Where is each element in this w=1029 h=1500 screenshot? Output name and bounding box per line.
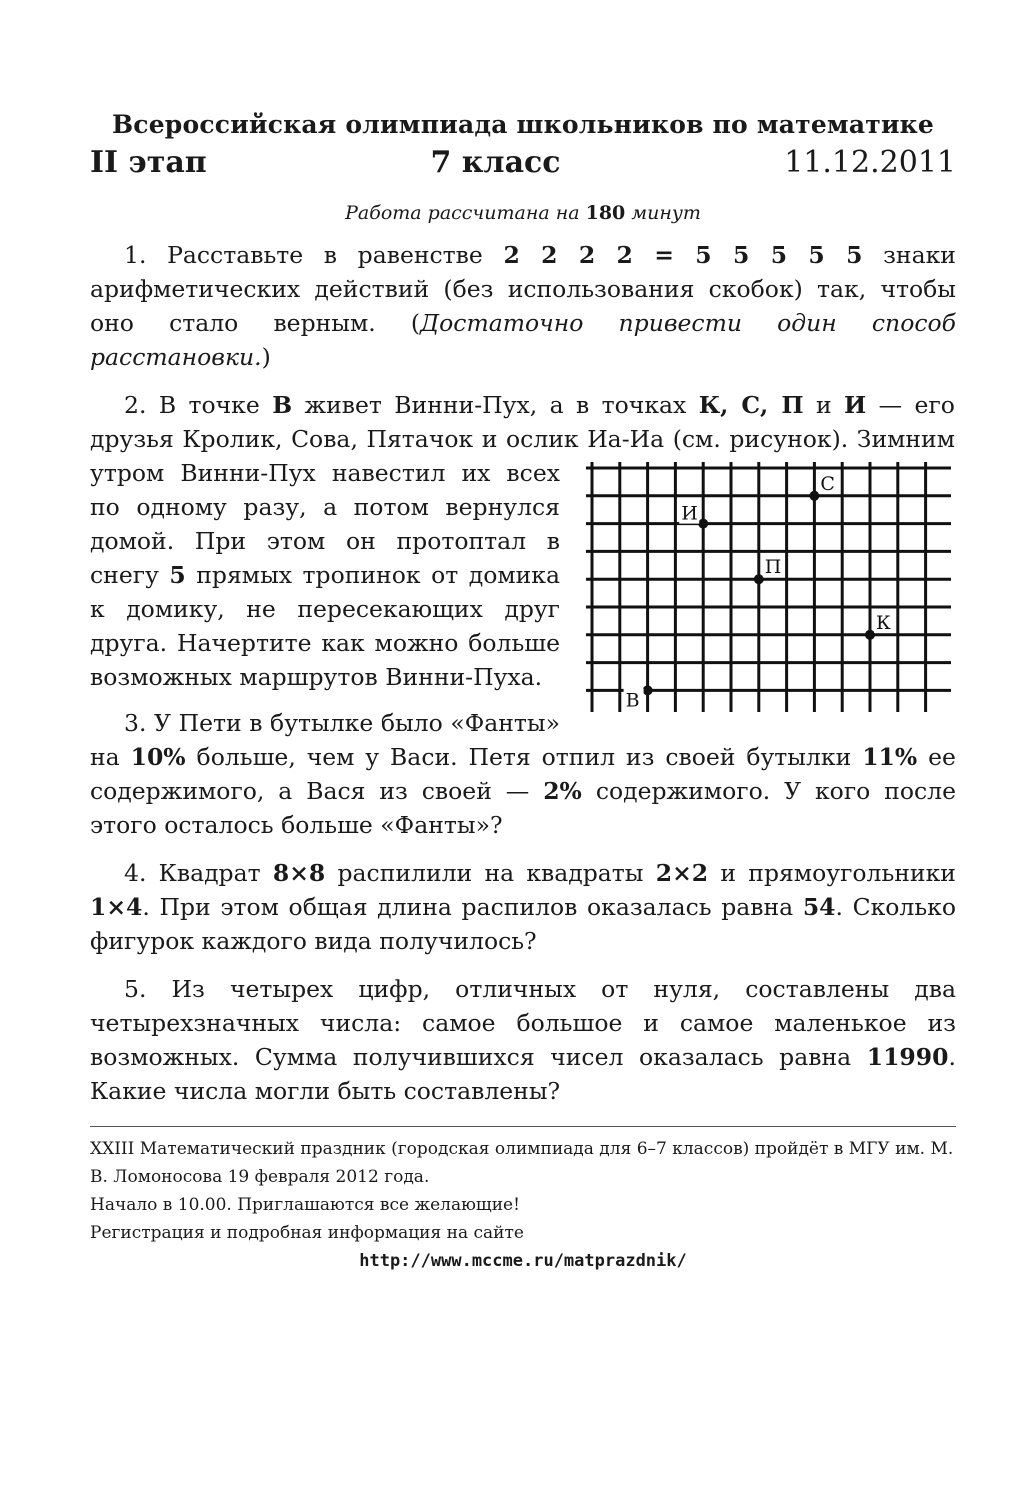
date-label: 11.12.2011 [784,145,956,180]
grid-label-s: С [820,472,835,495]
grid-label-k: К [876,611,891,634]
problem-4: 4. Квадрат 8×8 распилили на квадраты 2×2 и прямоугольники 1×4. При этом общая длина распилов оказалась равна 54. Сколько фигурок каждого вида получилось? [90,859,956,955]
grade-label: 7 класс [430,145,561,180]
stage-label: II этап [90,145,207,180]
grid-label-i: И [681,502,698,525]
page-title: Всероссийская олимпиада школьников по математике [111,110,935,139]
header-row [90,145,956,180]
grid-point-v [643,685,653,695]
page [90,110,956,1275]
problem-1-note: Достаточно привести один способ расстановки. [90,309,956,371]
duration-note: Работа рассчитана на 180 минут [345,202,701,224]
grid-label-v: В [625,689,640,712]
footer-url-link[interactable]: http://www.mccme.ru/matprazdnik/ [359,1251,687,1271]
duration-minutes: 180 [585,202,626,224]
footer-line-2: Начало в 10.00. Приглашаются все желающие! [90,1195,520,1215]
footer-line-3: Регистрация и подробная информация на сайте [90,1223,524,1243]
grid-label-p: П [764,556,782,579]
figure-spacer [955,388,956,456]
problem-2-intro: И С П К В 2. В точке В живет Винни-Пух, а в точках К, С, П и И — его друзья Кролик, Сова, Пятачок и ослик Иа-Иа (см. рисунок). Зимним утром Винни-Пух навестил их всех по одному разу, а потом вернулся домой. При этом он протоптал в снегу 5 прямых тропинок от домика к домику, не пересекающих друг друга. Начертите как можно больше возможных маршрутов Винни-Пуха. [90,388,956,694]
problem-1: 1. Расставьте в равенстве 2 2 2 2 = 5 5 5 5 5 знаки арифметических действий (без использования скобок) так, чтобы оно стало верным. (Достаточно привести один способ расстановки.) [90,241,956,371]
problem-5: 5. Из четырех цифр, отличных от нуля, составлены два четырехзначных числа: самое большое и самое маленькое из возможных. Сумма получившихся чисел оказалась равна 11990. Какие числа могли быть составлены? [90,975,956,1105]
footer-announcement [90,1126,956,1275]
problem-3: 3. У Пети в бутылке было «Фанты» на 10% больше, чем у Васи. Петя отпил из своей бутылки 11% ее содержимого, а Вася из своей — 2% содержимого. У кого после этого осталось больше «Фанты»? [90,709,956,839]
map-grid-figure [586,462,956,727]
grid-point-i [698,519,708,529]
grid-point-p [754,574,764,584]
footer-line-1: XXIII Математический праздник (городская олимпиада для 6–7 классов) пройдёт в МГУ им. М. В. Ломоносова 19 февраля 2012 года. [90,1139,954,1187]
grid-point-k [865,630,875,640]
equation: 2 2 2 2 = 5 5 5 5 5 [503,241,863,269]
grid-point-s [809,491,819,501]
